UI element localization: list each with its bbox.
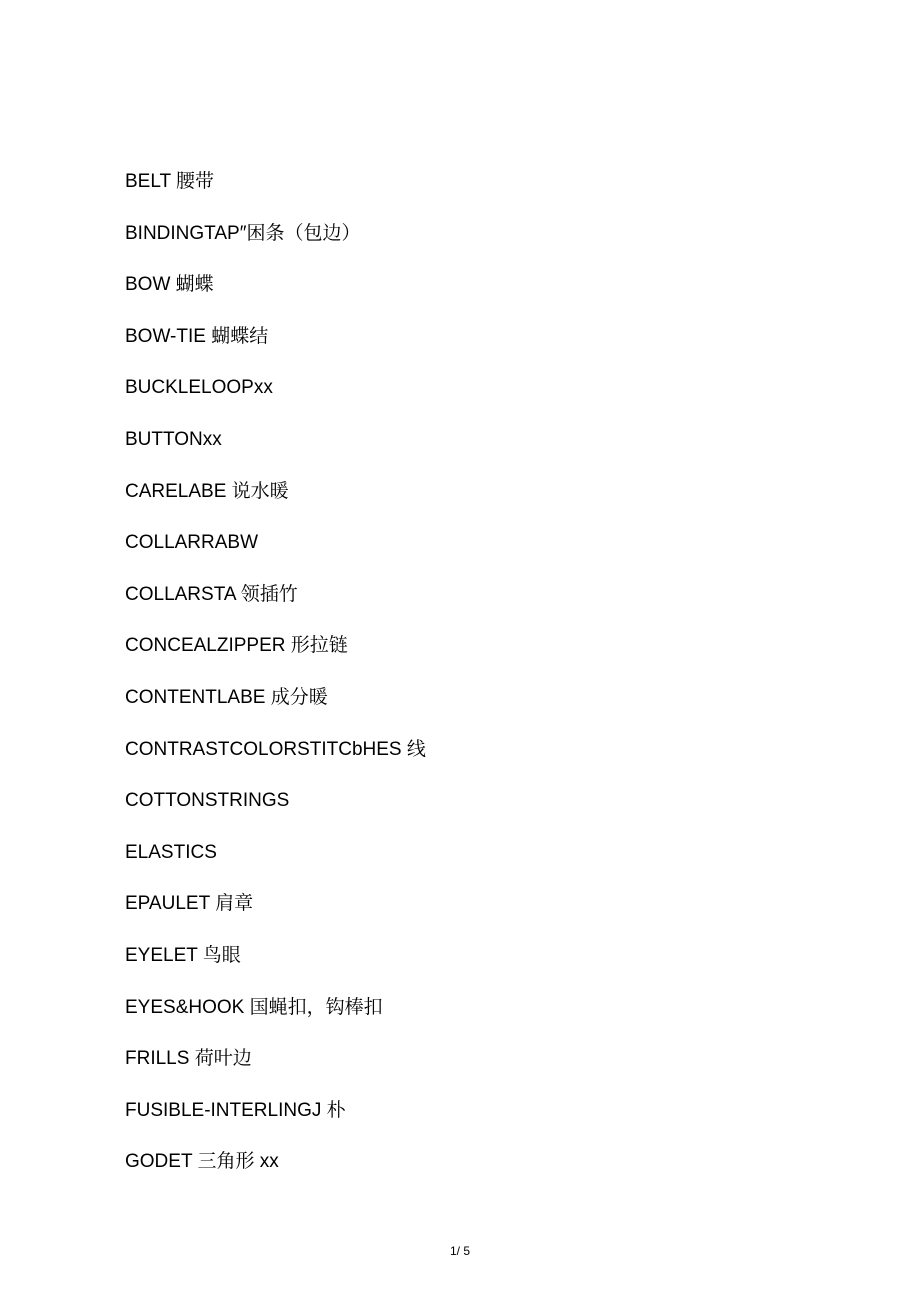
glossary-list bbox=[125, 168, 426, 1200]
glossary-entry: BELT 腰带 bbox=[125, 171, 215, 192]
glossary-entry: COLLARSTA 领插竹 bbox=[125, 583, 298, 605]
glossary-entry: FRILLS 荷叶边 bbox=[125, 1048, 252, 1070]
glossary-entry: CONTRASTCOLORSTITCbHES 线 bbox=[125, 738, 426, 760]
glossary-entry: EPAULET 肩章 bbox=[125, 893, 254, 915]
glossary-entry: COTTONSTRINGS bbox=[125, 790, 290, 812]
glossary-entry: BINDINGTAP″困条（包边） bbox=[125, 222, 361, 244]
glossary-entry: EYES&HOOK 国蝇扣，钩棒扣 bbox=[125, 996, 383, 1018]
glossary-entry: ELASTICS bbox=[125, 841, 217, 863]
glossary-entry: COLLARRABW bbox=[125, 532, 259, 554]
glossary-entry: BOW 蝴蝶 bbox=[125, 274, 214, 296]
glossary-entry: FUSIBLE-INTERLINGJ 朴 bbox=[125, 1099, 346, 1121]
glossary-entry: EYELET 鸟眼 bbox=[125, 944, 241, 966]
glossary-entry: CONCEALZIPPER 形拉链 bbox=[125, 635, 348, 657]
glossary-entry: BUCKLELOOPxx bbox=[125, 377, 273, 399]
glossary-entry: GODET 三角形 xx bbox=[125, 1151, 279, 1173]
glossary-entry: BOW-TIE 蝴蝶结 bbox=[125, 325, 269, 347]
glossary-entry: CARELABE 说水暖 bbox=[125, 480, 289, 502]
glossary-entry: BUTTONxx bbox=[125, 428, 222, 450]
glossary-entry: CONTENTLABE 成分暖 bbox=[125, 686, 328, 708]
page-number: 1/ 5 bbox=[449, 1244, 470, 1258]
